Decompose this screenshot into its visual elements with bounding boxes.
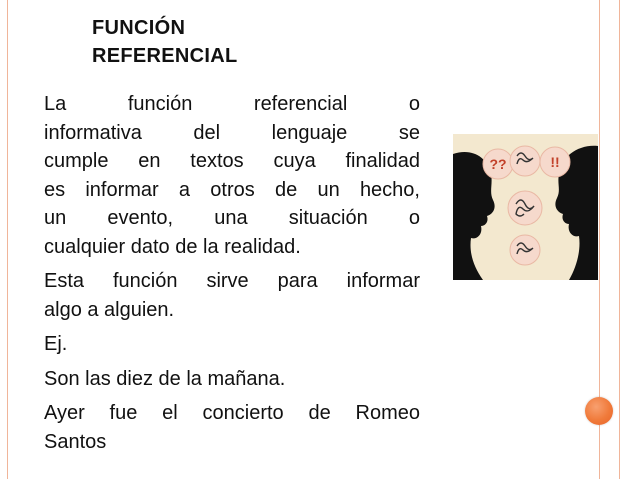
question-marks-icon: ?? (489, 156, 507, 172)
paragraph-purpose (44, 267, 420, 324)
thought-bubble-bottom (510, 235, 540, 265)
exclamation-marks-icon: !! (550, 154, 560, 170)
frame-line-left (7, 0, 8, 479)
text-line: algo a alguien. (44, 298, 175, 321)
paragraph-definition (44, 90, 420, 261)
text-line: informativa del lenguaje se (44, 121, 420, 144)
text-line: Esta función sirve para informar (44, 270, 420, 292)
text-line: cumple en textos cuya finalidad (44, 150, 420, 172)
example-label: Ej. (44, 333, 68, 355)
example-1: Son las diez de la mañana. (44, 367, 286, 390)
text-line: Santos (44, 430, 107, 453)
orange-circle-decoration (585, 397, 613, 425)
frame-line-right-outer (619, 0, 620, 479)
slide-body (44, 90, 420, 462)
thought-bubble-middle (508, 191, 542, 225)
title-line-1: FUNCIÓN (92, 17, 186, 39)
example-2 (44, 399, 420, 456)
slide-title (92, 14, 392, 70)
two-silhouettes-talking-icon (453, 134, 598, 280)
text-line: Ayer fue el concierto de Romeo (44, 402, 420, 424)
text-line: La función referencial o (44, 93, 420, 115)
text-line: es informar a otros de un hecho, (44, 178, 420, 201)
title-line-2: REFERENCIAL (92, 45, 238, 67)
text-line: un evento, una situación o (44, 207, 420, 229)
text-line: cualquier dato de la realidad. (44, 235, 301, 258)
